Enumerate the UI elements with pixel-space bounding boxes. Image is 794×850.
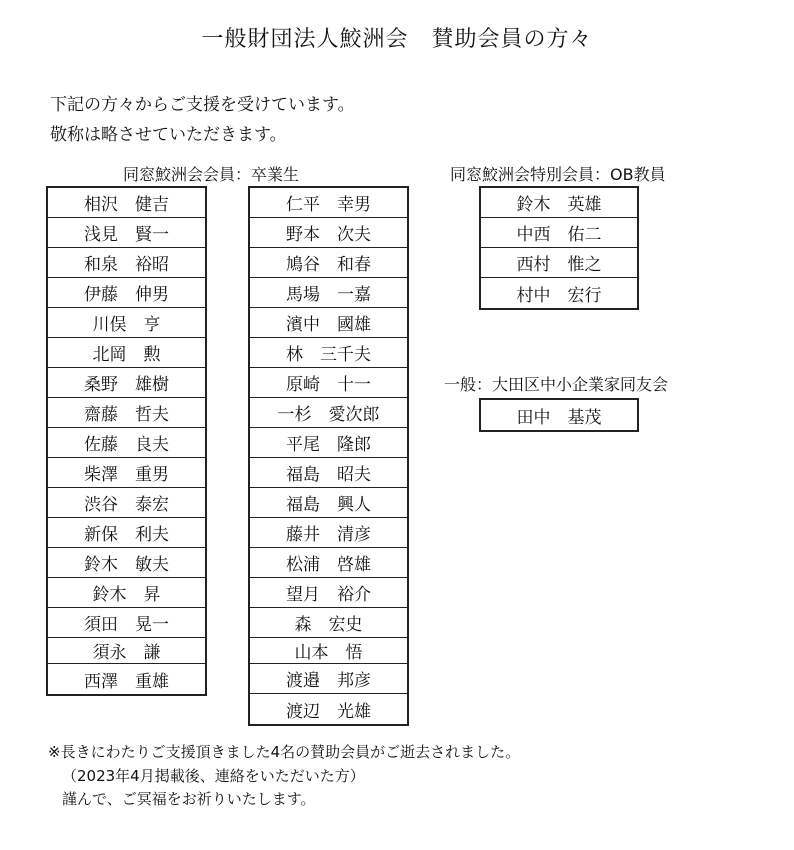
member-name: 仁平 幸男 [250, 188, 407, 218]
general-members-list [479, 398, 639, 432]
member-name: 田中 基茂 [516, 407, 602, 428]
memorial-note-condolence: 謹んで、ご冥福をお祈りいたします。 [62, 790, 316, 808]
member-name: 伊藤 伸男 [48, 278, 205, 308]
graduates-list-2 [248, 186, 409, 726]
member-name: 和泉 裕昭 [48, 248, 205, 278]
member-name: 西村 惟之 [481, 248, 637, 278]
member-name: 渡辺 光雄 [286, 701, 371, 722]
member-name: 林 三千夫 [250, 338, 407, 368]
member-name: 松浦 啓雄 [250, 548, 407, 578]
member-name: 一杉 愛次郎 [250, 398, 407, 428]
member-name: 鈴木 英雄 [481, 188, 637, 218]
member-name: 原崎 十一 [250, 368, 407, 398]
member-name: 北岡 勲 [48, 338, 205, 368]
member-name: 相沢 健吉 [48, 188, 205, 218]
member-name: 西澤 重雄 [84, 671, 169, 692]
member-name: 平尾 隆郎 [250, 428, 407, 458]
member-name: 渡邉 邦彦 [250, 664, 407, 694]
member-name: 福島 興人 [250, 488, 407, 518]
memorial-note: ※長きにわたりご支援頂きました4名の賛助会員がご逝去されました。 [48, 743, 521, 761]
member-name: 村中 宏行 [516, 285, 602, 306]
graduates-heading: 同窓鮫洲会会員：卒業生 [123, 165, 300, 184]
member-name: 齋藤 哲夫 [48, 398, 205, 428]
member-name: 濱中 國雄 [250, 308, 407, 338]
general-heading: 一般：大田区中小企業家同友会 [444, 375, 669, 394]
intro-line-1: 下記の方々からご支援を受けています。 [50, 95, 355, 115]
ob-teachers-list [479, 186, 639, 310]
member-name: 柴澤 重男 [48, 458, 205, 488]
member-name: 佐藤 良夫 [48, 428, 205, 458]
member-name: 森 宏史 [250, 608, 407, 638]
member-name: 山本 悟 [250, 638, 407, 664]
intro-line-2: 敬称は略させていただきます。 [50, 125, 287, 145]
member-name: 野本 次夫 [250, 218, 407, 248]
member-name: 鳩谷 和春 [250, 248, 407, 278]
ob-teachers-heading: 同窓鮫洲会特別会員：OB教員 [450, 165, 666, 184]
member-name: 川俣 亨 [48, 308, 205, 338]
member-name: 福島 昭夫 [250, 458, 407, 488]
member-name: 馬場 一嘉 [250, 278, 407, 308]
page-title: 一般財団法人鮫洲会 賛助会員の方々 [201, 27, 593, 52]
member-name: 藤井 清彦 [250, 518, 407, 548]
member-name: 望月 裕介 [250, 578, 407, 608]
member-name: 中西 佑二 [481, 218, 637, 248]
member-name: 須田 晃一 [48, 608, 205, 638]
memorial-note-date: （2023年4月掲載後、連絡をいただいた方） [62, 767, 365, 785]
member-name: 新保 利夫 [48, 518, 205, 548]
member-name: 渋谷 泰宏 [48, 488, 205, 518]
member-name: 須永 謙 [48, 638, 205, 664]
member-name: 浅見 賢一 [48, 218, 205, 248]
graduates-list-1 [46, 186, 207, 696]
member-name: 鈴木 昇 [48, 578, 205, 608]
member-name: 鈴木 敏夫 [48, 548, 205, 578]
member-name: 桑野 雄樹 [48, 368, 205, 398]
